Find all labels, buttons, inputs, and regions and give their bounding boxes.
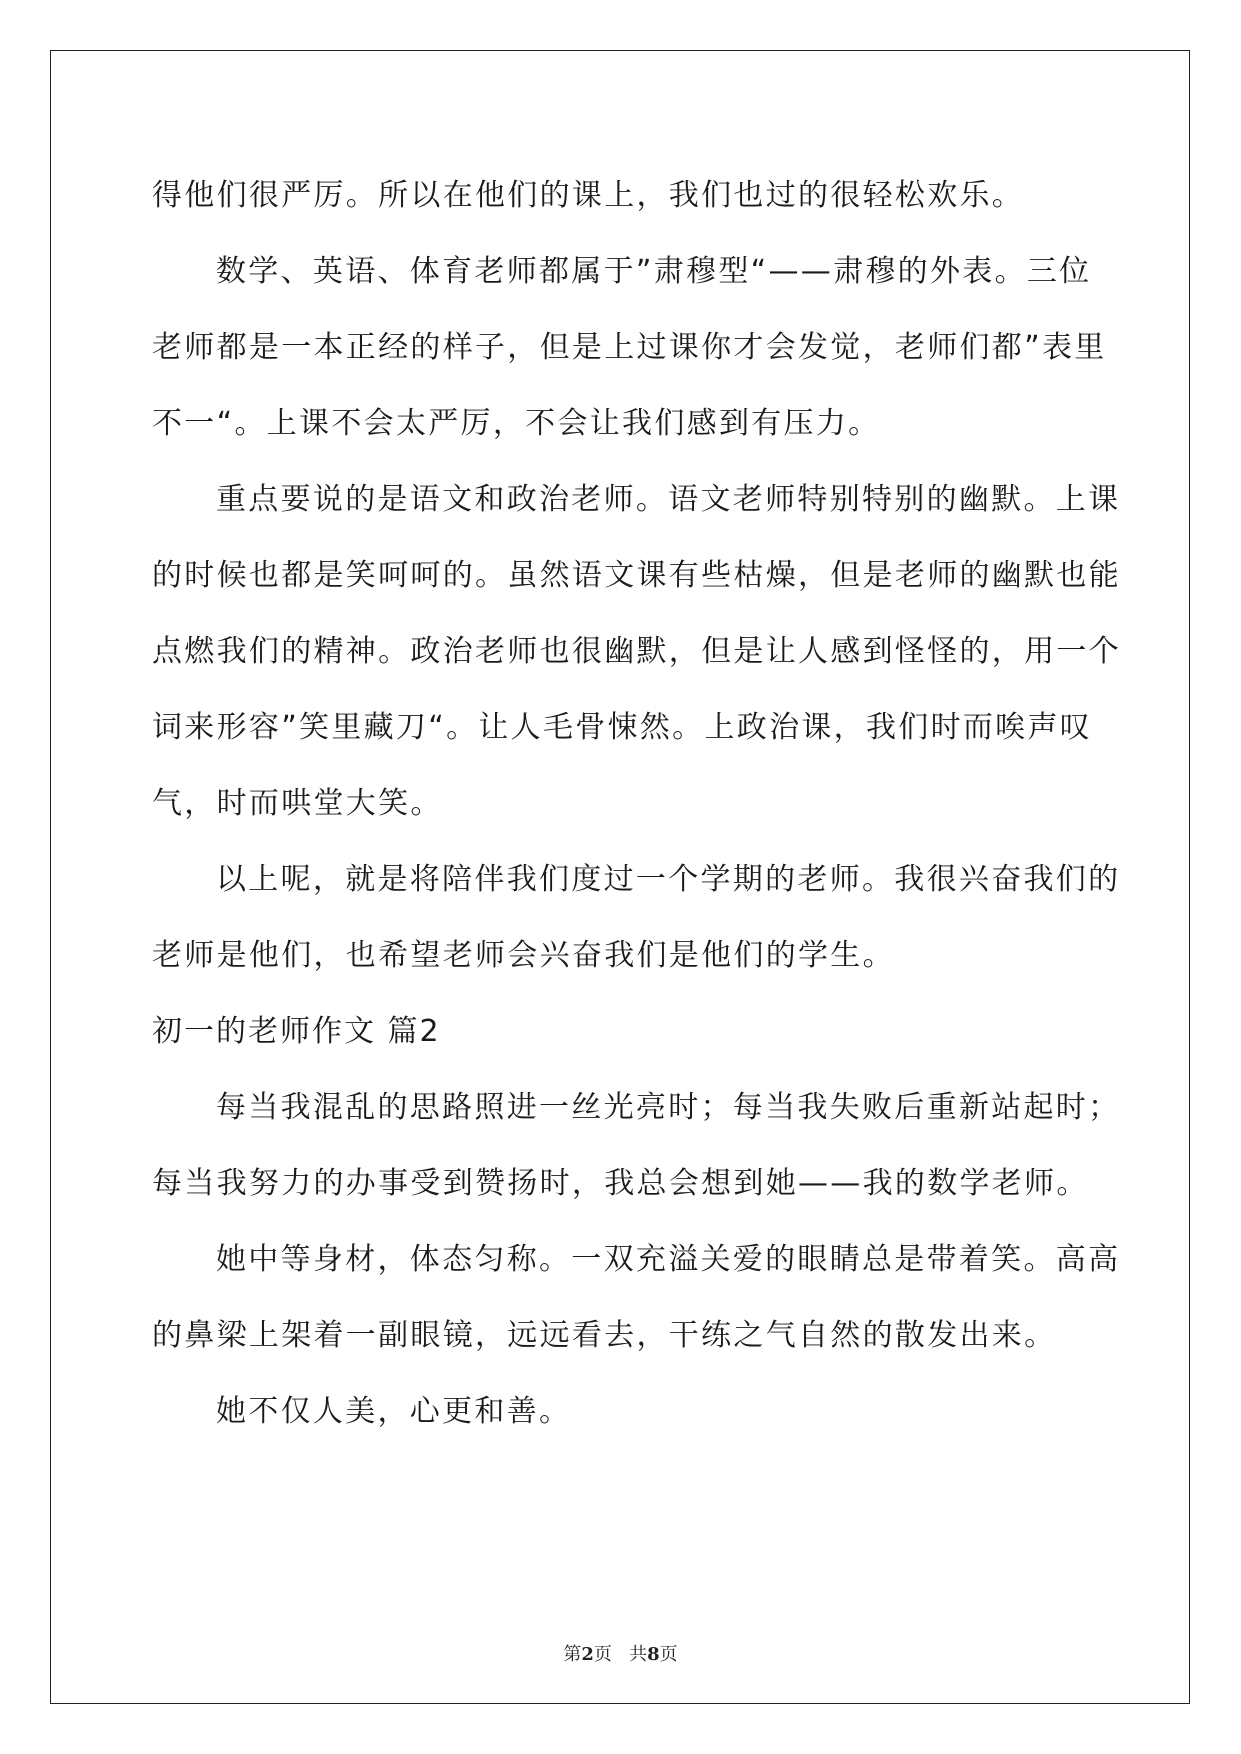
text-line: 以上呢，就是将陪伴我们度过一个学期的老师。我很兴奋我们的 [216, 862, 1121, 897]
text-line: 老师是他们，也希望老师会兴奋我们是他们的学生。 [152, 938, 895, 973]
text-line: 她中等身材，体态匀称。一双充溢关爱的眼睛总是带着笑。高高 [216, 1242, 1121, 1277]
text-line: 词来形容”笑里藏刀“。让人毛骨悚然。上政治课，我们时而唉声叹 [152, 710, 1093, 745]
text-line: 老师都是一本正经的样子，但是上过课你才会发觉，老师们都”表里 [152, 330, 1107, 365]
text-line: 重点要说的是语文和政治老师。语文老师特别特别的幽默。上课 [216, 482, 1121, 517]
text-line: 气，时而哄堂大笑。 [152, 786, 443, 821]
footer-page-number: 2 [581, 1644, 594, 1665]
footer-page-prefix: 第 [563, 1644, 582, 1665]
text-line: 每当我混乱的思路照进一丝光亮时；每当我失败后重新站起时； [216, 1090, 1121, 1125]
text-line: 点燃我们的精神。政治老师也很幽默，但是让人感到怪怪的，用一个 [152, 634, 1121, 669]
text-line: 她不仅人美，心更和善。 [216, 1394, 572, 1429]
page-footer [0, 1640, 1241, 1666]
text-line: 每当我努力的办事受到赞扬时，我总会想到她——我的数学老师。 [152, 1166, 1089, 1201]
footer-page-suffix: 页 [593, 1644, 612, 1665]
text-line: 不一“。上课不会太严厉，不会让我们感到有压力。 [152, 406, 881, 441]
text-line: 的时候也都是笑呵呵的。虽然语文课有些枯燥，但是老师的幽默也能 [152, 558, 1121, 593]
footer-total-suffix: 页 [659, 1644, 678, 1665]
footer-total-pages: 8 [647, 1644, 660, 1665]
section-heading: 初一的老师作文 篇2 [152, 1014, 441, 1049]
text-line: 数学、英语、体育老师都属于”肃穆型“——肃穆的外表。三位 [216, 254, 1092, 289]
text-line: 得他们很严厉。所以在他们的课上，我们也过的很轻松欢乐。 [152, 178, 1025, 213]
text-line: 的鼻梁上架着一副眼镜，远远看去，干练之气自然的散发出来。 [152, 1318, 1057, 1353]
footer-total-prefix: 共 [629, 1644, 648, 1665]
document-body [152, 158, 1121, 1450]
